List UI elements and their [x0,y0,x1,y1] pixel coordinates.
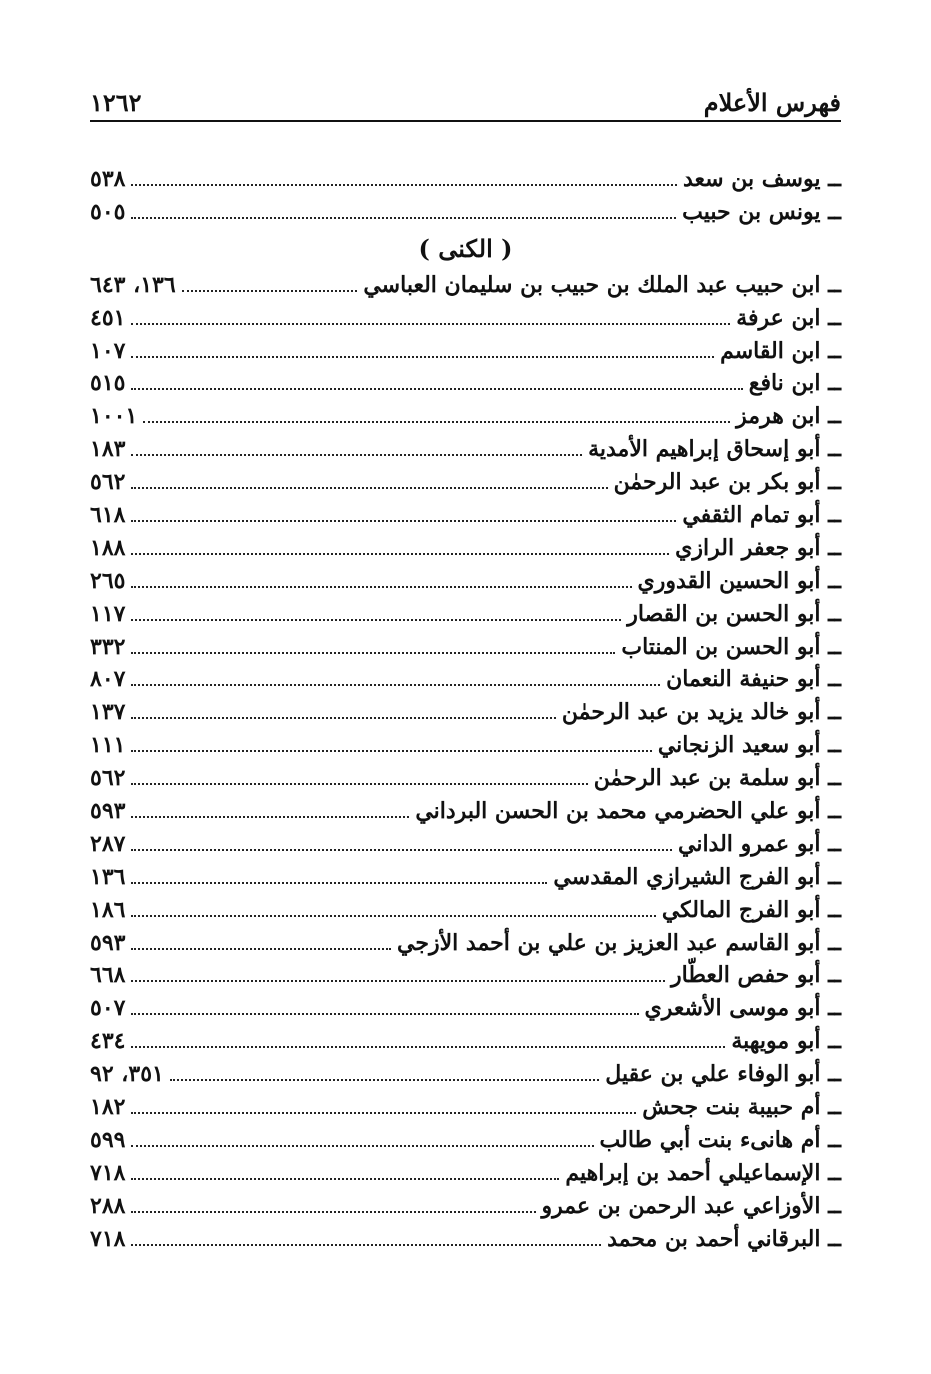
dot-leader [131,553,669,555]
entry-pages: ٥٦٢ [90,765,126,792]
index-entry [90,729,841,762]
dot-leader [131,487,607,489]
section-heading: ( الكنى ) [418,233,513,263]
entry-pages: ١٠٧ [90,337,126,364]
index-entry [90,302,841,335]
entry-pages: ٥٩٣ [90,798,126,825]
entry-name: ــ أبو سلمة بن عبد الرحمٰن [593,765,841,792]
index-entry [90,1190,841,1223]
entry-pages: ١١٧ [90,600,126,627]
entry-pages: ٢٨٨ [90,1192,126,1219]
dot-leader [143,421,730,423]
entry-pages: ٤٥١ [90,304,126,331]
index-entry [90,1124,841,1157]
entry-pages: ٥٣٨ [90,166,126,192]
dot-leader [131,882,547,884]
entry-name: ــ ابن هرمز [736,403,841,430]
entry-pages: ٤٣٤ [90,1028,126,1055]
index-entry [90,466,841,499]
entry-name: ــ أبو عمرو الداني [677,830,841,857]
entry-name: ــ أبو القاسم عبد العزيز بن علي بن أحمد الأزجي [397,929,841,956]
entry-pages: ٧١٨ [90,1159,126,1186]
entry-pages: ١٣٦ [90,863,126,890]
index-entry [90,1223,841,1256]
entry-name: ــ أبو الحسن بن القصار [627,600,841,627]
entry-pages: ٣٥١، ٩٢ [90,1061,164,1088]
entry-name: ــ أبو خالد يزيد بن عبد الرحمٰن [561,699,841,726]
entry-name: ــ أبو إسحاق إبراهيم الأمدية [588,436,841,463]
entry-name: ــ ابن نافع [748,370,841,397]
index-entry [90,762,841,795]
entry-name: ــ أبو جعفر الرازي [675,534,841,561]
entry-name: ــ أبو سعيد الزنجاني [657,732,841,759]
dot-leader [131,184,677,186]
index-entries [90,163,841,1256]
entry-pages: ٥٠٥ [90,198,126,225]
entry-pages: ٥٩٣ [90,929,126,956]
dot-leader [131,356,714,358]
index-entry [90,795,841,828]
index-entry [90,828,841,861]
dot-leader [131,388,742,390]
index-entry [90,335,841,368]
entry-name: ــ أبو الوفاء علي بن عقيل [605,1061,841,1088]
entry-pages: ١٣٧ [90,699,126,726]
entry-name: ــ أم هانىء بنت أبي طالب [599,1126,841,1153]
index-entry [90,1058,841,1091]
dot-leader [131,652,615,654]
entry-pages: ١٠٠١ [90,403,138,430]
dot-leader [182,290,358,292]
entry-name: ــ أبو حنيفة النعمان [666,666,841,693]
entry-name: ــ أبو مويهبة [731,1028,841,1055]
entry-name: ــ أبو بكر بن عبد الرحمٰن [613,469,841,496]
entry-name: ــ أبو حفص العطّار [671,962,841,989]
dot-leader [131,1112,636,1114]
index-entry [90,992,841,1025]
entry-name: ــ أبو موسى الأشعري [644,995,841,1022]
dot-leader [131,1178,559,1180]
dot-leader [131,454,582,456]
index-entry [90,631,841,664]
entry-pages: ٢٨٧ [90,830,126,857]
dot-leader [170,1079,599,1081]
entry-name: ــ يوسف بن سعد [682,166,841,192]
dot-leader [131,619,621,621]
index-entry [90,927,841,960]
page-number: ١٢٦٢ [90,88,142,117]
entry-name: ــ البرقاني أحمد بن محمد [607,1225,841,1252]
entry-name: ــ الإسماعيلي أحمد بن إبراهيم [565,1159,841,1186]
index-entry [90,1091,841,1124]
index-entry [90,269,841,302]
dot-leader [131,816,409,818]
entry-pages: ٣٣٢ [90,633,126,660]
index-entry [90,1025,841,1058]
index-entry [90,696,841,729]
entry-name: ــ ابن عرفة [736,304,841,331]
entry-name: ــ أبو الحسين القدوري [637,567,841,594]
dot-leader [131,1244,601,1246]
entry-name: ــ أبو الفرج الشيرازي المقدسي [553,863,841,890]
index-entry [90,196,841,229]
entry-name: ــ أبو الفرج المالكي [661,896,841,923]
entry-name: ــ ابن القاسم [720,337,841,364]
page-header [90,80,841,122]
entry-pages: ٨٠٧ [90,666,126,693]
index-entry [90,400,841,433]
entry-pages: ٥٩٩ [90,1126,126,1153]
index-entry [90,565,841,598]
dot-leader [131,750,651,752]
entry-pages: ٦٦٨ [90,962,126,989]
dot-leader [131,1211,535,1213]
index-entry [90,499,841,532]
dot-leader [131,520,676,522]
dot-leader [131,684,660,686]
entry-pages: ١٨٦ [90,896,126,923]
entry-pages: ٥١٥ [90,370,126,397]
entry-name: ــ ابن حبيب عبد الملك بن حبيب بن سليمان العباسي [363,271,841,298]
entry-pages: ٢٦٥ [90,567,126,594]
dot-leader [131,1046,725,1048]
dot-leader [131,915,655,917]
entry-pages: ١١١ [90,732,126,759]
dot-leader [131,849,672,851]
dot-leader [131,586,631,588]
index-entry [90,959,841,992]
index-title: فهرس الأعلام [703,88,841,117]
index-entry [90,663,841,696]
entry-pages: ١٣٦، ٦٤٣ [90,271,176,298]
entry-name: ــ أبو تمام الثقفي [682,502,841,529]
index-entry [90,894,841,927]
dot-leader [131,783,587,785]
dot-leader [131,717,555,719]
dot-leader [131,1013,638,1015]
entry-name: ــ يونس بن حبيب [682,198,841,225]
dot-leader [131,217,676,219]
dot-leader [131,948,391,950]
entry-pages: ٥٠٧ [90,995,126,1022]
entry-name: ــ أبو الحسن بن المنتاب [621,633,841,660]
entry-pages: ١٨٢ [90,1094,126,1121]
entry-pages: ٦١٨ [90,502,126,529]
entries-after-section [90,269,841,1256]
index-entry [90,163,841,196]
index-entry [90,367,841,400]
entry-pages: ٧١٨ [90,1225,126,1252]
index-entry [90,598,841,631]
entry-name: ــ أبو علي الحضرمي محمد بن الحسن البرداني [415,798,841,825]
entry-pages: ١٨٣ [90,436,126,463]
entry-name: ــ أم حبيبة بنت جحش [642,1094,841,1121]
index-entry [90,532,841,565]
index-entry [90,861,841,894]
index-entry [90,433,841,466]
entry-pages: ١٨٨ [90,534,126,561]
entries-before-section [90,163,841,229]
entry-pages: ٥٦٢ [90,469,126,496]
index-entry [90,1157,841,1190]
dot-leader [131,323,730,325]
entry-name: ــ الأوزاعي عبد الرحمن بن عمرو [541,1192,841,1219]
dot-leader [131,1145,593,1147]
dot-leader [131,980,665,982]
